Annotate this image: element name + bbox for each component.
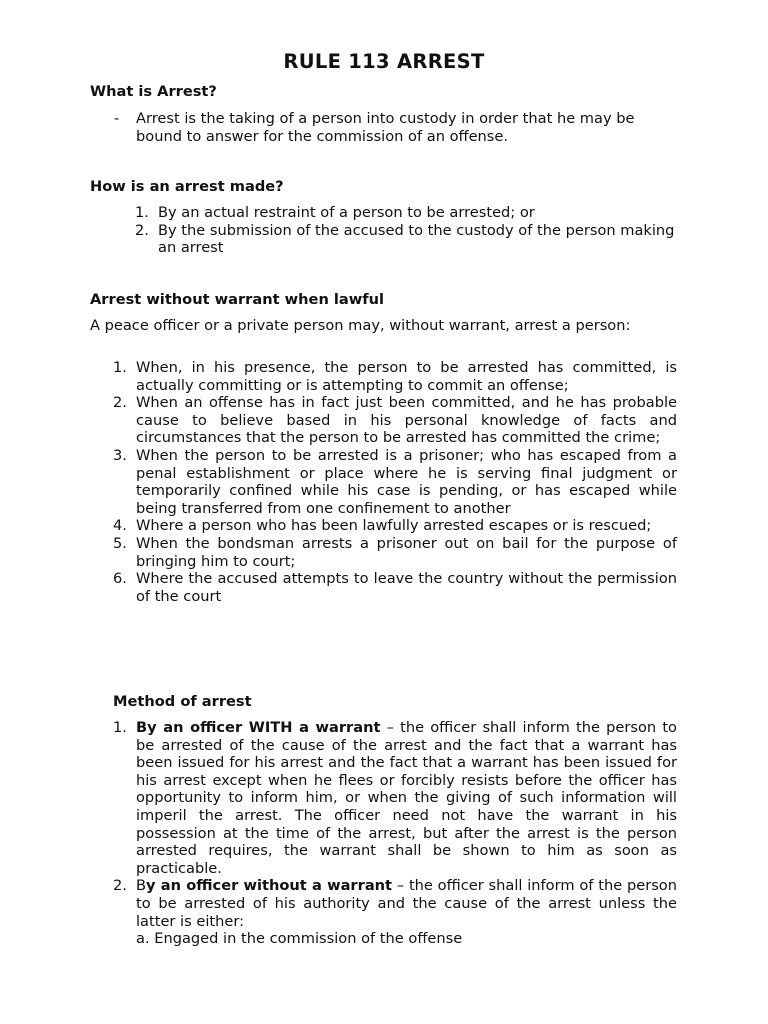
list-item (113, 570, 677, 605)
sub-item-text: Engaged in the commission of the offense (154, 930, 463, 948)
intro-paragraph: A peace officer or a private person may, without warrant, arrest a person: (90, 317, 631, 334)
item-text: When an offense has in fact just been committed, and he has probable cause to believe based in his personal knowledge of facts and circumstances that the person to be arrested has committed the crime; (136, 394, 677, 447)
list-item (113, 719, 677, 877)
item-number: 4. (113, 517, 127, 535)
item-text: By the submission of the accused to the custody of the person making an arrest (158, 221, 675, 257)
item-number: 2. (135, 221, 149, 239)
item-number: 1. (113, 359, 127, 376)
list-item (113, 394, 677, 447)
item-text: When, in his presence, the person to be arrested has committed, is actually committing or is attempting to commit an offense; (136, 359, 677, 394)
item-text: – the officer shall inform of the person to be arrested of his authority and the cause of the arrest unless the latter is either: (136, 877, 677, 930)
list-item (113, 877, 677, 947)
method-of-arrest-list (113, 719, 677, 948)
list-item (135, 222, 680, 257)
heading-arrest-without-warrant: Arrest without warrant when lawful (90, 291, 384, 308)
definition-text: Arrest is the taking of a person into custody in order that he may be bound to answer for the commission of an offense. (136, 110, 635, 145)
item-number: 1. (135, 204, 149, 221)
item-number: 2. (113, 394, 127, 412)
sub-list-item (136, 930, 677, 948)
warrantless-arrest-list (113, 359, 677, 605)
heading-what-is-arrest: What is Arrest? (90, 83, 217, 100)
dash-bullet: - (114, 110, 120, 127)
item-text: When the person to be arrested is a prisoner; who has escaped from a penal establishment or place where he is serving final judgment or temporarily confined while his case is pending, or has escaped while being transferred from one confinement to another (136, 446, 677, 517)
item-number: 6. (113, 570, 127, 588)
item-number: 2. (113, 877, 127, 895)
sub-list (136, 930, 677, 948)
item-bold-lead: By an officer WITH a warrant (136, 719, 381, 736)
list-item (135, 204, 680, 222)
list-item (113, 535, 677, 570)
definition-item (90, 110, 680, 145)
sub-item-letter: a. (136, 930, 150, 948)
document-title: RULE 113 ARREST (283, 50, 485, 73)
item-number: 3. (113, 446, 127, 464)
item-text: When the bondsman arrests a prisoner out on bail for the purpose of bringing him to court; (136, 534, 677, 570)
heading-method-of-arrest: Method of arrest (113, 693, 252, 710)
heading-how-arrest-made: How is an arrest made? (90, 178, 284, 195)
list-item (113, 447, 677, 517)
list-item (113, 517, 677, 535)
item-plain-start: B (136, 877, 147, 895)
item-text: By an actual restraint of a person to be arrested; or (158, 204, 535, 221)
definition-list (90, 110, 680, 145)
list-item (113, 359, 677, 394)
item-text: Where a person who has been lawfully arrested escapes or is rescued; (136, 517, 652, 535)
item-number: 5. (113, 534, 127, 552)
how-arrest-list (135, 204, 680, 257)
item-text: Where the accused attempts to leave the country without the permission of the court (136, 570, 677, 605)
item-bold-lead: y an officer without a warrant (146, 877, 393, 895)
item-text: – the officer shall inform the person to be arrested of the cause of the arrest and the fact that a warrant has been issued for his arrest and the fact that a warrant has been issued for his arrest except when he flees or forcibly resists before the officer has opportunity to inform him, or when the giving of such information will imperil the arrest. The officer need not have the warrant in his possession at the time of the arrest, but after the arrest is the person arrested requires, the warrant shall be shown to him as soon as practicable. (136, 719, 677, 877)
item-number: 1. (113, 719, 127, 736)
